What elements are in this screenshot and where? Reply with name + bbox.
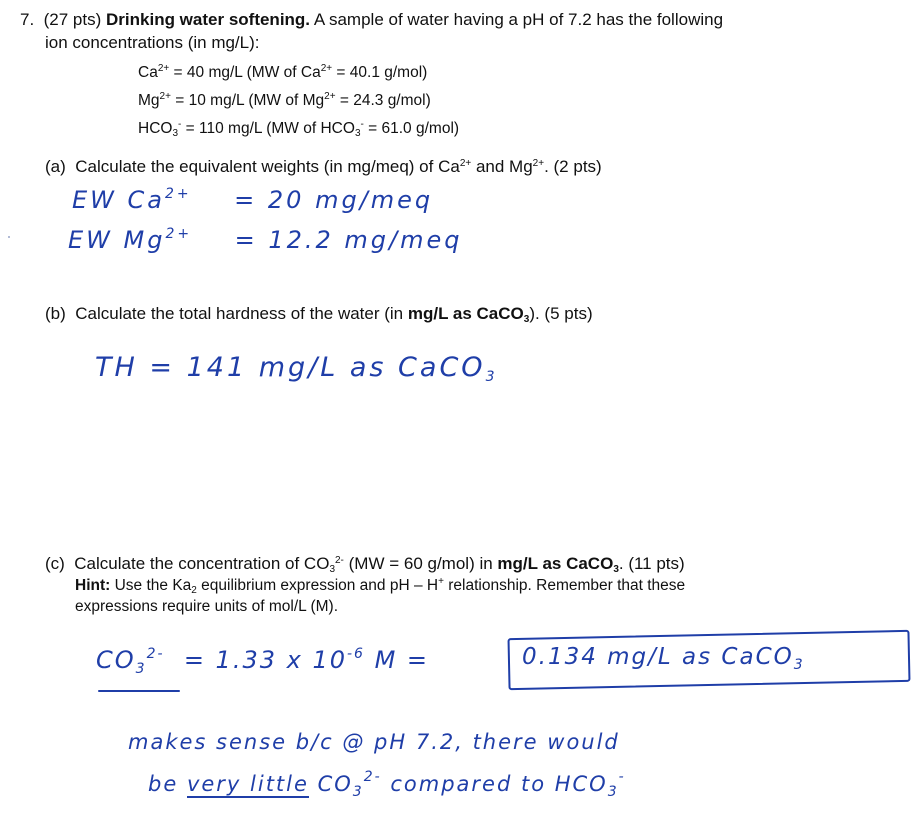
question-intro: A sample of water having a pH of 7.2 has the following	[313, 10, 724, 29]
question-header	[20, 10, 723, 30]
part-a-answer-calcium: EW $Ca^{2+}$ = 20 mg/meq	[72, 186, 434, 214]
ion-line-bicarbonate: $HCO_3^- = 110$ mg/L (MW of $HCO_3^- = 61.0$ g/mol)	[138, 119, 460, 139]
part-a-prompt: (a) Calculate the equivalent weights (in mg/meq) of $Ca^{2+}$ and $Mg^{2+}$. (2 pts)	[45, 157, 602, 176]
ion-line-calcium: $Ca^{2+} = 40$ mg/L (MW of $Ca^{2+} = 40.1$ g/mol)	[138, 63, 428, 81]
ion-line-magnesium: $Mg^{2+} = 10$ mg/L (MW of $Mg^{2+} = 24.3$ g/mol)	[138, 91, 431, 109]
part-c-boxed-answer: 0.134 mg/L as CaCO$_3$	[522, 644, 805, 673]
answer-underline	[98, 690, 180, 692]
margin-mark	[8, 236, 10, 238]
part-b-answer: TH = 141 mg/L as CaCO$_3$	[95, 352, 498, 385]
question-points: (27 pts)	[43, 10, 102, 29]
part-c-note-line1: makes sense b/c @ pH 7.2, there would	[128, 730, 620, 754]
question-title: Drinking water softening.	[106, 10, 311, 29]
part-c-hint: Hint: Use the $Ka_2$ equilibrium expression and pH – H+ relationship. Remember that these	[75, 576, 686, 596]
part-c-hint-line2: expressions require units of mol/L (M).	[75, 598, 339, 615]
question-number: 7.	[20, 10, 35, 29]
part-c-note-line2: be very little $CO_3^{2-}$ compared to $HCO_3^-$	[148, 769, 626, 800]
question-intro-line2: ion concentrations (in mg/L):	[45, 33, 260, 52]
part-a-answer-magnesium: EW $Mg^{2+}$ = 12.2 mg/meq	[68, 226, 463, 254]
part-b-prompt: (b) Calculate the total hardness of the water (in mg/L as CaCO$_3$). (5 pts)	[45, 304, 593, 325]
part-c-answer-lhs: $CO_3^{2-} = 1.33$ x $10^{-6}$ M =	[96, 646, 430, 677]
part-c-prompt: (c) Calculate the concentration of $CO_3^{2-}$ (MW = 60 g/mol) in mg/L as CaCO$_3$. (11 pts)	[45, 554, 685, 575]
very-little-underlined: very little	[186, 772, 309, 796]
